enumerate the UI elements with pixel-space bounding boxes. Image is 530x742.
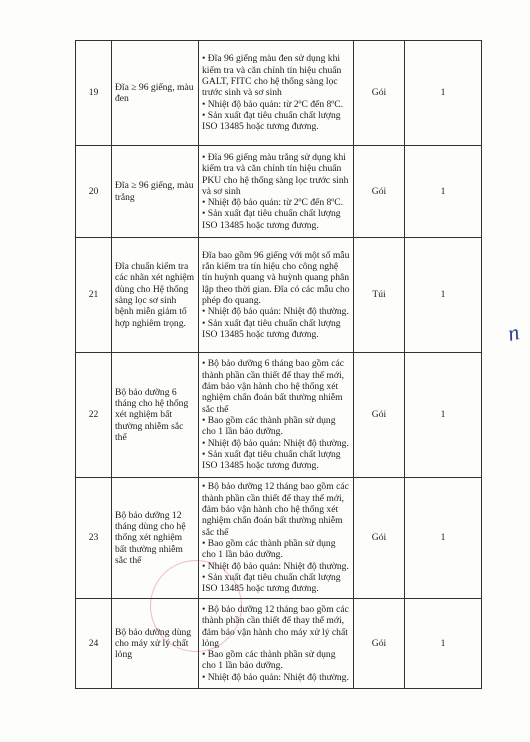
row-number-cell: 23: [76, 478, 112, 599]
specification-line: • Bộ bảo dưỡng 12 tháng bao gồm các thành phần cần thiết để thay thế mới, đảm bảo vận hành cho máy xử lý chất lỏng: [202, 603, 349, 649]
specification-line: • Đĩa 96 giếng màu trắng sử dụng khi kiểm tra và căn chỉnh tín hiệu chuẩn PKU cho hệ thống sàng lọc trước sinh và sơ sinh: [202, 151, 349, 197]
specification-line: • Nhiệt độ bảo quản: Nhiệt độ thường.: [202, 306, 349, 318]
item-name-cell: Đĩa ≥ 96 giếng, màu đen: [112, 41, 199, 146]
table-row: [76, 41, 482, 146]
specification-table: [75, 40, 482, 689]
quantity-cell: 1: [405, 478, 482, 599]
table-row: [76, 238, 482, 353]
item-name-cell: Bộ bảo dưỡng 6 tháng cho hệ thống xét nghiệm bất thường nhiễm sắc thể: [112, 353, 199, 478]
handwritten-margin-mark: n: [505, 319, 522, 346]
specification-line: • Sản xuất đạt tiêu chuẩn chất lượng ISO 13485 hoặc tương đương.: [202, 571, 341, 595]
specification-line: • Sản xuất đạt tiêu chuẩn chất lượng ISO 13485 hoặc tương đương.: [202, 448, 341, 472]
specification-line: • Nhiệt độ bảo quản: Nhiệt độ thường.: [202, 437, 349, 449]
quantity-cell: 1: [405, 353, 482, 478]
item-name-cell: Bộ bảo dưỡng dùng cho máy xử lý chất lỏng: [112, 599, 199, 689]
item-name-cell: Đĩa ≥ 96 giếng, màu trắng: [112, 146, 199, 238]
item-name-cell: Đĩa chuẩn kiểm tra các nhãn xét nghiệm dùng cho Hệ thống sàng lọc sơ sinh bệnh miễn giảm tổ hợp nghiêm trọng.: [112, 238, 199, 353]
specification-cell: [199, 146, 354, 238]
row-number-cell: 24: [76, 599, 112, 689]
specification-line: • Bao gồm các thành phần sử dụng cho 1 lần bảo dưỡng.: [202, 649, 336, 672]
specification-line: • Sản xuất đạt tiêu chuẩn chất lượng ISO 13485 hoặc tương đương.: [202, 317, 341, 340]
specification-line: • Bao gồm các thành phần sử dụng cho 1 lần bảo dưỡng.: [202, 415, 336, 438]
item-name-cell: Bộ bảo dưỡng 12 tháng dùng cho hệ thống xét nghiệm bất thường nhiễm sắc thể: [112, 478, 199, 599]
specification-line: • Sản xuất đạt tiêu chuẩn chất lượng ISO 13485 hoặc tương đương.: [202, 208, 341, 231]
quantity-cell: 1: [405, 238, 482, 353]
specification-cell: [199, 599, 354, 689]
table-body: [76, 41, 482, 689]
unit-cell: Gói: [354, 146, 405, 238]
table-row: [76, 353, 482, 478]
specification-line: • Nhiệt độ bảo quản: Nhiệt độ thường.: [202, 560, 349, 572]
specification-line: Đĩa bao gồm 96 giếng với một số mẫu rắn kiểm tra tín hiệu cho công nghệ tín huỳnh quang và huỳnh quang phân lập theo thời gian. Đĩa có các mẫu cho phép đo quang.: [202, 249, 350, 306]
specification-line: • Bộ bảo dưỡng 6 tháng bao gồm các thành phần cần thiết để thay thế mới, đảm bảo vận hành cho hệ thống xét nghiệm chẩn đoán bất thường nhiễm sắc thể: [202, 358, 345, 415]
specification-cell: [199, 478, 354, 599]
specification-cell: [199, 238, 354, 353]
specification-cell: [199, 41, 354, 146]
unit-cell: Gói: [354, 599, 405, 689]
row-number-cell: 22: [76, 353, 112, 478]
specification-cell: [199, 353, 354, 478]
table-row: [76, 599, 482, 689]
specification-line: • Nhiệt độ bảo quản: Nhiệt độ thường.: [202, 671, 349, 683]
unit-cell: Gói: [354, 41, 405, 146]
quantity-cell: 1: [405, 599, 482, 689]
specification-line: • Bao gồm các thành phần sử dụng cho 1 lần bảo dưỡng.: [202, 538, 336, 561]
quantity-cell: 1: [405, 41, 482, 146]
unit-cell: Túi: [354, 238, 405, 353]
specification-line: • Nhiệt độ bảo quản: từ 2ºC đến 8ºC.: [202, 98, 344, 110]
quantity-cell: 1: [405, 146, 482, 238]
row-number-cell: 21: [76, 238, 112, 353]
unit-cell: Gói: [354, 478, 405, 599]
table-row: [76, 478, 482, 599]
table-row: [76, 146, 482, 238]
row-number-cell: 20: [76, 146, 112, 238]
specification-line: • Nhiệt độ bảo quản: từ 2ºC đến 8ºC.: [202, 197, 344, 209]
specification-line: • Đĩa 96 giếng màu đen sử dụng khi kiểm tra và căn chỉnh tín hiệu chuẩn GALT, FITC cho hệ thống sàng lọc trước sinh và sơ sinh: [202, 53, 342, 99]
specification-line: • Bộ bảo dưỡng 12 tháng bao gồm các thành phần cần thiết để thay thế mới, đảm bảo vận hành cho hệ thống xét nghiệm chẩn đoán bất thường nhiễm sắc thể: [202, 481, 349, 538]
row-number-cell: 19: [76, 41, 112, 146]
unit-cell: Gói: [354, 353, 405, 478]
specification-line: • Sản xuất đạt tiêu chuẩn chất lượng ISO 13485 hoặc tương đương.: [202, 109, 341, 133]
